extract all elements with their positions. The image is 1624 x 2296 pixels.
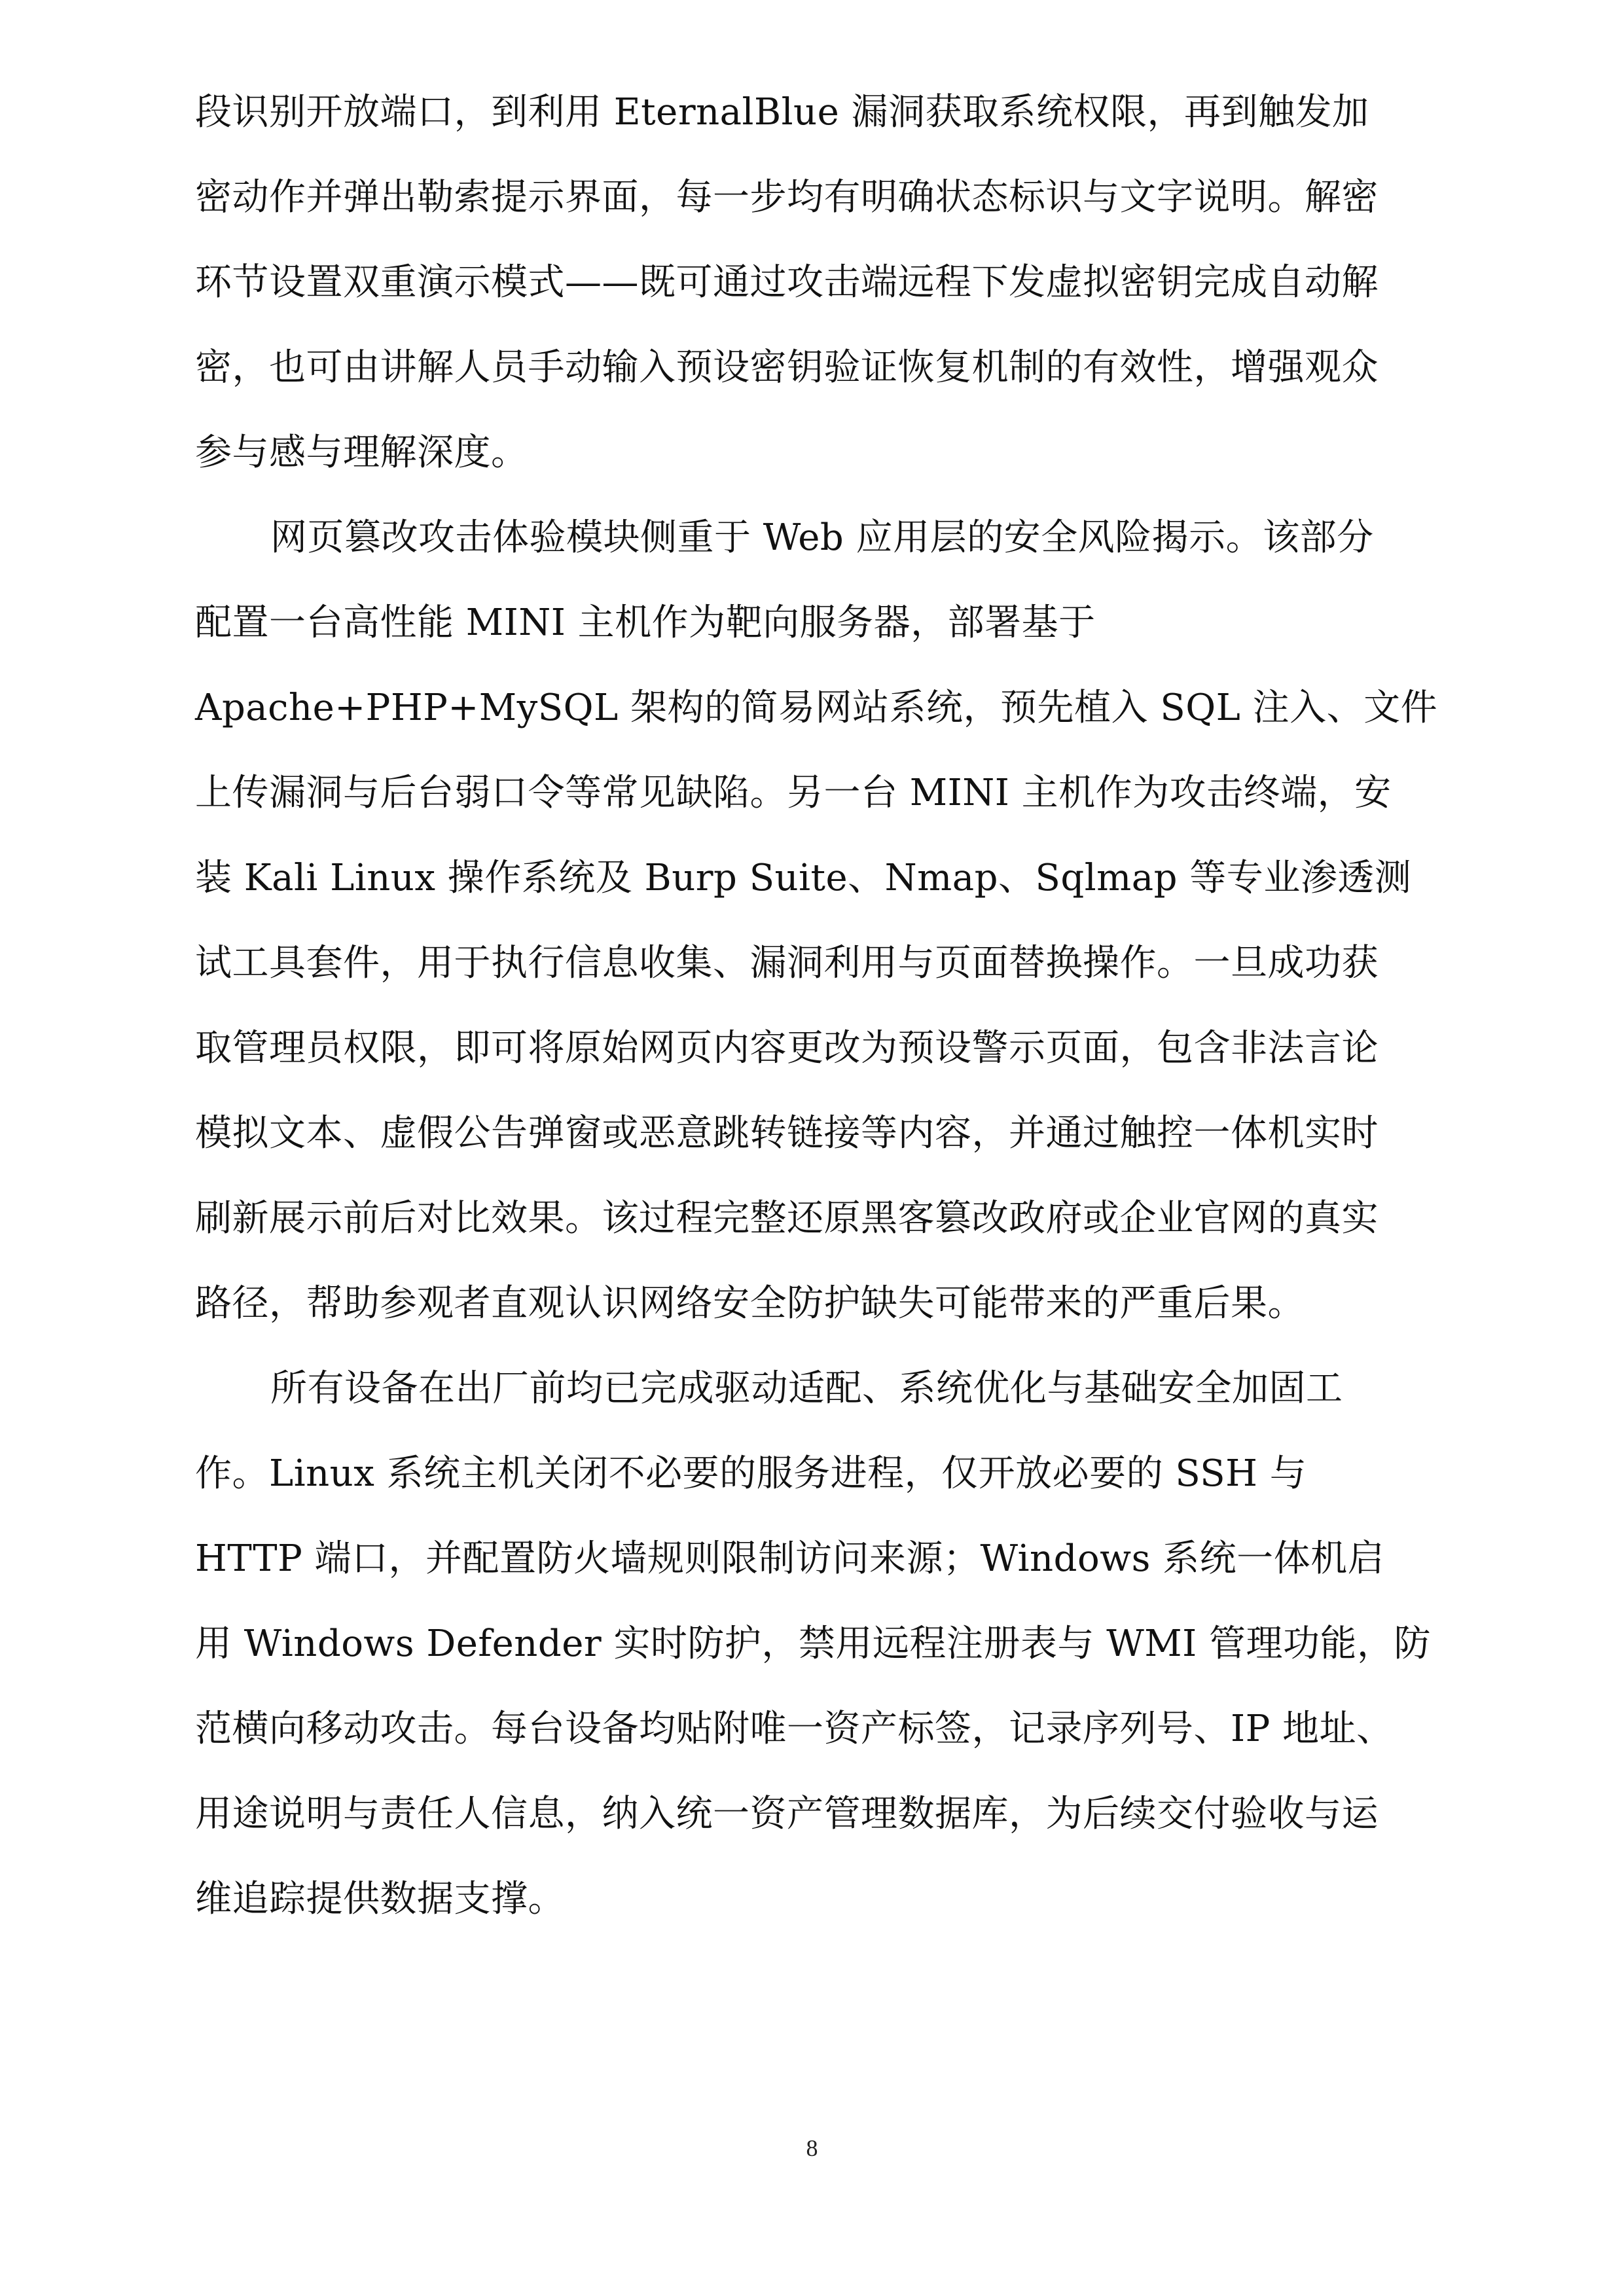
text-line: 维追踪提供数据支撑。 — [195, 1878, 565, 1920]
text-line: 范横向移动攻击。每台设备均贴附唯一资产标签，记录序列号、IP 地址、 — [195, 1708, 1394, 1750]
text-line: HTTP 端口，并配置防火墙规则限制访问来源；Windows 系统一体机启 — [195, 1537, 1385, 1580]
text-line: 取管理员权限，即可将原始网页内容更改为预设警示页面，包含非法言论 — [195, 1027, 1379, 1069]
text-line: 所有设备在出厂前均已完成驱动适配、系统优化与基础安全加固工 — [270, 1367, 1343, 1410]
text-line: 密，也可由讲解人员手动输入预设密钥验证恢复机制的有效性，增强观众 — [195, 346, 1379, 389]
text-line: 密动作并弹出勒索提示界面，每一步均有明确状态标识与文字说明。解密 — [195, 176, 1379, 219]
text-line: 用途说明与责任人信息，纳入统一资产管理数据库，为后续交付验收与运 — [195, 1793, 1379, 1835]
text-line: 模拟文本、虚假公告弹窗或恶意跳转链接等内容，并通过触控一体机实时 — [195, 1112, 1379, 1155]
text-line: 路径，帮助参观者直观认识网络安全防护缺失可能带来的严重后果。 — [195, 1282, 1305, 1325]
text-line: 刷新展示前后对比效果。该过程完整还原黑客篡改政府或企业官网的真实 — [195, 1197, 1379, 1240]
text-line: Apache+PHP+MySQL 架构的简易网站系统，预先植入 SQL 注入、文件 — [195, 687, 1438, 729]
text-line: 试工具套件，用于执行信息收集、漏洞利用与页面替换操作。一旦成功获 — [195, 942, 1379, 984]
text-line: 环节设置双重演示模式——既可通过攻击端远程下发虚拟密钥完成自动解 — [195, 261, 1379, 304]
text-line: 参与感与理解深度。 — [195, 431, 528, 474]
text-line: 用 Windows Defender 实时防护，禁用远程注册表与 WMI 管理功能，防 — [195, 1623, 1432, 1665]
page-number: 8 — [806, 2135, 818, 2161]
text-line: 作。Linux 系统主机关闭不必要的服务进程，仅开放必要的 SSH 与 — [195, 1452, 1307, 1495]
text-line: 配置一台高性能 MINI 主机作为靶向服务器，部署基于 — [195, 601, 1096, 644]
text-line: 装 Kali Linux 操作系统及 Burp Suite、Nmap、Sqlmap 等专业渗透测 — [195, 857, 1412, 899]
text-line: 上传漏洞与后台弱口令等常见缺陷。另一台 MINI 主机作为攻击终端，安 — [195, 772, 1392, 814]
text-line: 段识别开放端口，到利用 EternalBlue 漏洞获取系统权限，再到触发加 — [195, 91, 1369, 134]
text-line: 网页篡改攻击体验模块侧重于 Web 应用层的安全风险揭示。该部分 — [270, 516, 1374, 559]
